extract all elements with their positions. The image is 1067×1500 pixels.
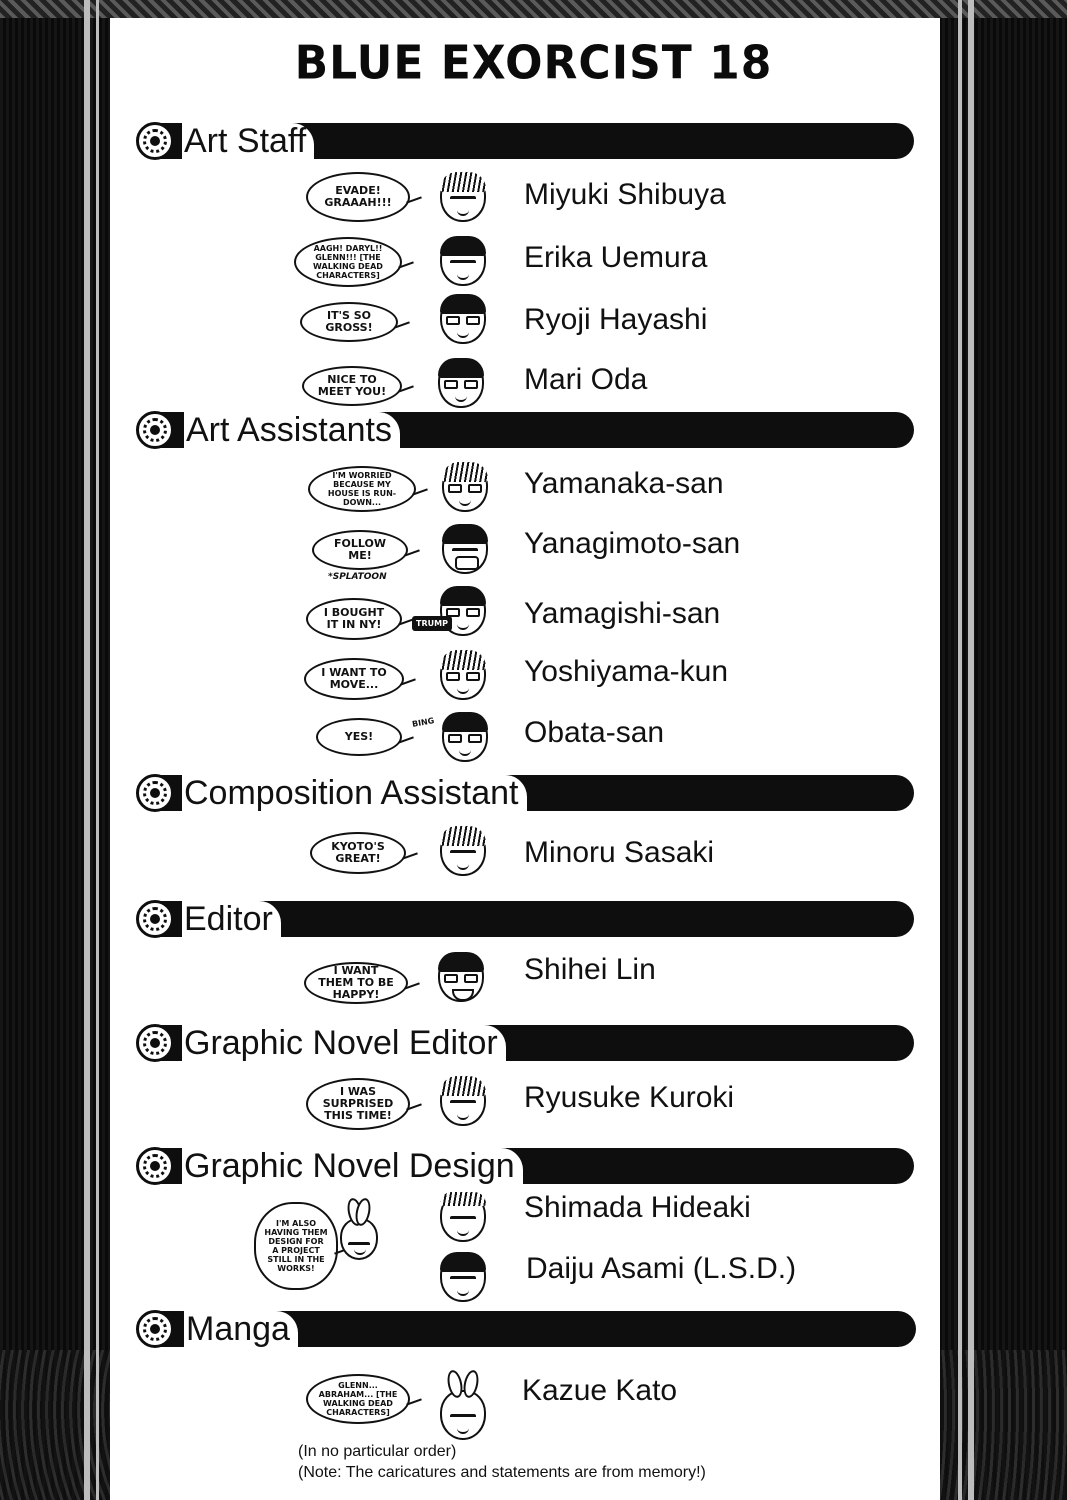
caricature-icon bbox=[440, 294, 486, 344]
speech-bubble: I BOUGHT IT IN NY! bbox=[306, 598, 402, 640]
flower-emblem-icon bbox=[136, 900, 174, 938]
speech-bubble: KYOTO'S GREAT! bbox=[310, 832, 406, 874]
section-heading-graphic-novel-design: Graphic Novel Design bbox=[182, 1148, 523, 1184]
decorative-top-border bbox=[0, 0, 1067, 18]
memory-note: (Note: The caricatures and statements are from memory!) bbox=[298, 1464, 706, 1481]
staff-name: Obata-san bbox=[524, 716, 665, 749]
staff-name: Yamagishi-san bbox=[524, 597, 721, 630]
speech-bubble: AAGH! DARYL!! GLENN!!! [THE WALKING DEAD CHARACTERS] bbox=[294, 237, 402, 287]
staff-name: Yanagimoto-san bbox=[524, 527, 741, 560]
flower-emblem-icon bbox=[136, 122, 174, 160]
section-heading-composition-assistant: Composition Assistant bbox=[182, 775, 527, 811]
flower-emblem-icon bbox=[136, 1310, 174, 1348]
speech-bubble: I WAS SURPRISED THIS TIME! bbox=[306, 1078, 410, 1130]
caricature-icon bbox=[438, 952, 484, 1002]
left-stripe bbox=[96, 0, 99, 1500]
section-heading-art-assistants: Art Assistants bbox=[184, 412, 400, 448]
left-stripe bbox=[84, 0, 90, 1500]
caricature-icon bbox=[440, 1076, 486, 1126]
section-heading-art-staff: Art Staff bbox=[182, 123, 314, 159]
right-stripe bbox=[958, 0, 962, 1500]
staff-name: Shimada Hideaki bbox=[524, 1191, 751, 1224]
speech-bubble: I WANT TO MOVE... bbox=[304, 658, 404, 700]
flower-emblem-icon bbox=[136, 1024, 174, 1062]
staff-name: Minoru Sasaki bbox=[524, 836, 715, 869]
staff-name: Yoshiyama-kun bbox=[524, 655, 729, 688]
caricature-icon bbox=[440, 236, 486, 286]
speech-bubble: FOLLOW ME! bbox=[312, 530, 408, 570]
staff-name: Ryoji Hayashi bbox=[524, 303, 708, 336]
section-heading-editor: Editor bbox=[182, 901, 281, 937]
caricature-icon bbox=[442, 712, 488, 762]
speech-bubble: EVADE! GRAAAH!!! bbox=[306, 172, 410, 222]
speech-bubble: NICE TO MEET YOU! bbox=[302, 366, 402, 406]
speech-bubble: YES! bbox=[316, 718, 402, 756]
flower-emblem-icon bbox=[136, 411, 174, 449]
caricature-icon bbox=[440, 1192, 486, 1242]
staff-name: Shihei Lin bbox=[524, 953, 656, 986]
rabbit-caricature-icon bbox=[340, 1218, 378, 1260]
staff-name: Mari Oda bbox=[524, 363, 648, 396]
section-heading-graphic-novel-editor: Graphic Novel Editor bbox=[182, 1025, 506, 1061]
section-heading-manga: Manga bbox=[184, 1311, 298, 1347]
caricature-icon bbox=[440, 826, 486, 876]
speech-bubble: GLENN... ABRAHAM... [THE WALKING DEAD CHARACTERS] bbox=[306, 1374, 410, 1424]
caricature-icon bbox=[438, 358, 484, 408]
flower-emblem-icon bbox=[136, 1147, 174, 1185]
staff-name: Kazue Kato bbox=[522, 1374, 678, 1407]
shirt-label: TRUMP bbox=[412, 616, 452, 631]
speech-bubble: IT'S SO GROSS! bbox=[300, 302, 398, 342]
caricature-icon bbox=[440, 1252, 486, 1302]
page-title: BLUE EXORCIST 18 bbox=[294, 36, 773, 91]
caricature-icon bbox=[442, 524, 488, 574]
order-note: (In no particular order) bbox=[298, 1443, 457, 1460]
speech-bubble: I'M WORRIED BECAUSE MY HOUSE IS RUN-DOWN... bbox=[308, 466, 416, 512]
caricature-icon bbox=[442, 462, 488, 512]
caricature-icon bbox=[440, 172, 486, 222]
rabbit-caricature-icon bbox=[440, 1390, 486, 1440]
staff-name: Daiju Asami (L.S.D.) bbox=[526, 1252, 797, 1285]
sound-effect: BING bbox=[411, 716, 435, 729]
caricature-icon bbox=[440, 650, 486, 700]
staff-name: Yamanaka-san bbox=[524, 467, 724, 500]
flower-emblem-icon bbox=[136, 774, 174, 812]
right-stripe bbox=[968, 0, 974, 1500]
speech-bubble: I'M ALSO HAVING THEM DESIGN FOR A PROJECT STILL IN THE WORKS! bbox=[254, 1202, 338, 1290]
footnote-text: *SPLATOON bbox=[328, 572, 387, 582]
staff-name: Miyuki Shibuya bbox=[524, 178, 726, 211]
speech-bubble: I WANT THEM TO BE HAPPY! bbox=[304, 962, 408, 1004]
staff-name: Ryusuke Kuroki bbox=[524, 1081, 735, 1114]
staff-name: Erika Uemura bbox=[524, 241, 708, 274]
